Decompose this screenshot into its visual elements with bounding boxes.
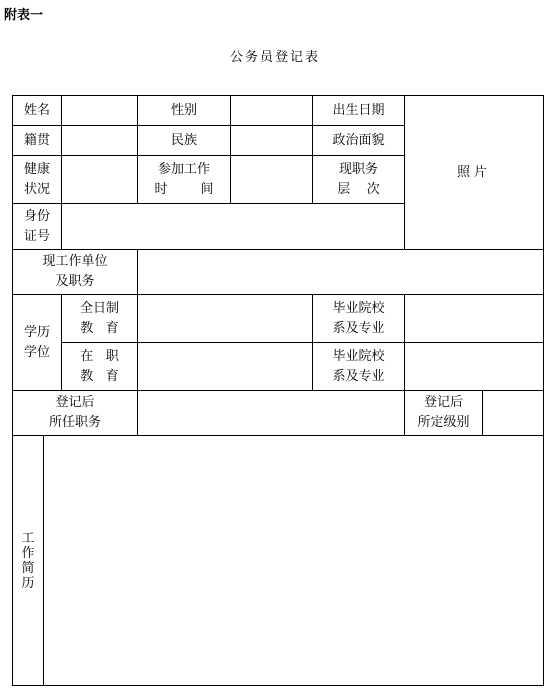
fulltime-school-field[interactable] <box>405 295 544 343</box>
work-start-field[interactable] <box>231 156 313 204</box>
unit-field[interactable] <box>138 250 544 295</box>
birth-date-label: 出生日期 <box>313 96 405 126</box>
fulltime-school-label: 毕业院校 系及专业 <box>313 295 405 343</box>
name-label: 姓名 <box>13 96 62 126</box>
inservice-school-field[interactable] <box>405 343 544 391</box>
form-title: 公务员登记表 <box>229 50 320 65</box>
ethnicity-label: 民族 <box>138 126 231 156</box>
health-field[interactable] <box>62 156 138 204</box>
id-number-label: 身份 证号 <box>13 204 62 250</box>
post-registration-position-field[interactable] <box>138 391 405 436</box>
fulltime-education-label: 全日制 教 育 <box>62 295 138 343</box>
registration-form <box>12 95 544 686</box>
ethnicity-field[interactable] <box>231 126 313 156</box>
work-resume-field[interactable] <box>44 436 544 686</box>
id-number-field[interactable] <box>62 204 405 250</box>
unit-label: 现工作单位 及职务 <box>13 250 138 295</box>
post-registration-level-label: 登记后 所定级别 <box>405 391 483 436</box>
health-label: 健康 状况 <box>13 156 62 204</box>
education-label: 学历 学位 <box>13 295 62 391</box>
post-registration-level-field[interactable] <box>483 391 544 436</box>
work-start-label: 参加工作 时 间 <box>138 156 231 204</box>
position-level-label: 现职务 层 次 <box>313 156 405 204</box>
fulltime-degree-field[interactable] <box>138 295 313 343</box>
inservice-school-label: 毕业院校 系及专业 <box>313 343 405 391</box>
native-place-label: 籍贯 <box>13 126 62 156</box>
gender-label: 性别 <box>138 96 231 126</box>
attachment-label: 附表一 <box>4 8 44 23</box>
photo-label: 照片 <box>457 164 492 180</box>
inservice-education-label: 在 职 教 育 <box>62 343 138 391</box>
gender-field[interactable] <box>231 96 313 126</box>
work-resume-label: 工作简历 <box>13 436 44 686</box>
native-place-field[interactable] <box>62 126 138 156</box>
name-field[interactable] <box>62 96 138 126</box>
post-registration-position-label: 登记后 所任职务 <box>13 391 138 436</box>
inservice-degree-field[interactable] <box>138 343 313 391</box>
political-status-label: 政治面貌 <box>313 126 405 156</box>
photo-box[interactable] <box>405 96 544 250</box>
